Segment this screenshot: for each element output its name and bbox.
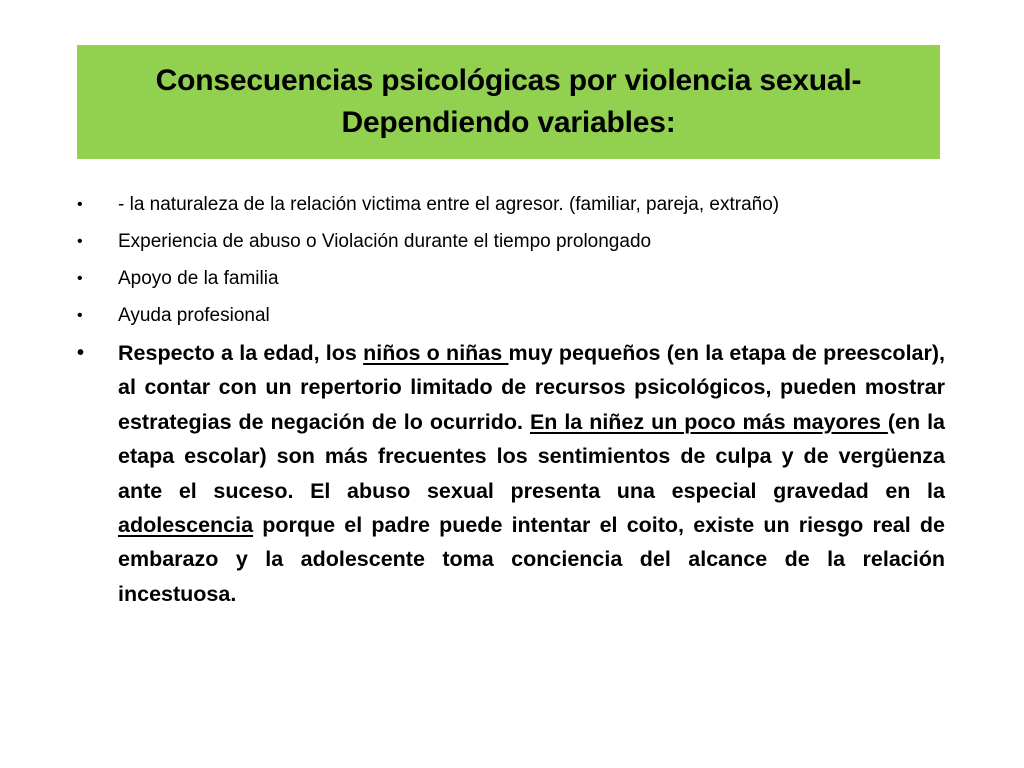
paragraph-segment: porque el padre puede intentar el coito, existe un riesgo real de embarazo y la adolescente toma conciencia del alcance de la relación incestuosa. <box>118 513 945 606</box>
bullet-item-experiencia <box>75 223 945 260</box>
underlined-phrase-ninez: En la niñez un poco más mayores <box>529 409 888 434</box>
paragraph-segment: (en la etapa escolar) son más frecuentes los sentimientos de culpa y de vergüenza ante el suceso. El abuso sexual presenta una especial gravedad en la <box>118 409 945 503</box>
underlined-phrase-ninos: niños o niñas <box>363 341 509 365</box>
bullet-text: Ayuda profesional <box>118 305 270 326</box>
slide-title-line-2: Dependiendo variables: <box>341 106 676 139</box>
bullet-icon: • <box>77 307 83 324</box>
bullet-item-edad-paragraph <box>75 336 945 611</box>
bullet-list <box>75 186 945 611</box>
bullet-text: Experiencia de abuso o Violación durante el tiempo prolongado <box>118 231 652 252</box>
bullet-text: - la naturaleza de la relación victima entre el agresor. (familiar, pareja, extraño) <box>118 194 780 215</box>
slide-title-line-1: Consecuencias psicológicas por violencia sexual- <box>155 64 862 97</box>
bullet-icon: • <box>77 233 83 250</box>
bullet-icon: • <box>77 270 83 287</box>
title-banner <box>77 45 940 159</box>
bullet-item-ayuda <box>75 297 945 334</box>
paragraph-segment: Respecto a la edad, los <box>118 341 364 365</box>
bullet-item-relacion <box>75 186 945 223</box>
underlined-phrase-adolescencia: adolescencia <box>118 513 254 538</box>
bullet-text: Apoyo de la familia <box>118 268 279 289</box>
paragraph-text <box>118 341 945 606</box>
bullet-icon: • <box>77 196 83 213</box>
bullet-item-apoyo <box>75 260 945 297</box>
paragraph-segment: muy pequeños (en la etapa de preescolar), al contar con un repertorio limitado de recursos psicológicos, pueden mostrar estrategias de negación de lo ocurrido. <box>118 341 945 434</box>
bullet-icon: • <box>77 342 85 364</box>
